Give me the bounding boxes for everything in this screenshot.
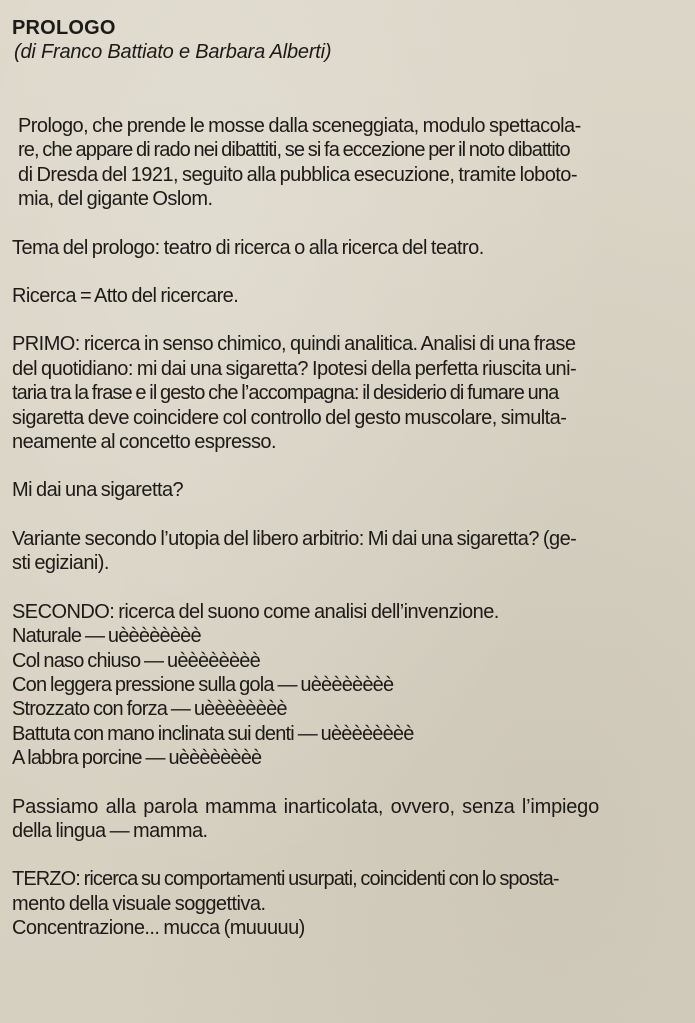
authors-subtitle: (di Franco Battiato e Barbara Alberti): [14, 41, 332, 63]
list-line: Col naso chiuso — uèèèèèèèè: [12, 649, 260, 672]
text-line: Variante secondo l’utopia del libero arbitrio: Mi dai una sigaretta? (ge-: [12, 527, 577, 550]
text-line: Prologo, che prende le mosse dalla sceneggiata, modulo spettacola-: [18, 115, 581, 137]
text-line: mento della visuale soggettiva.: [12, 892, 266, 915]
text-line: del quotidiano: mi dai una sigaretta? Ipotesi della perfetta riuscita uni-: [12, 357, 577, 380]
text-line: sti egiziani).: [12, 552, 109, 575]
text-line: mia, del gigante Oslom.: [18, 188, 213, 211]
text-line: re, che appare di rado nei dibattiti, se si fa eccezione per il noto dibattito: [18, 139, 570, 162]
text-line: sigaretta deve coincidere col controllo del gesto muscolare, simulta-: [12, 406, 567, 429]
text-line: Concentrazione... mucca (muuuuu): [12, 917, 305, 940]
text-line: SECONDO: ricerca del suono come analisi dell’invenzione.: [12, 600, 499, 623]
list-line: Naturale — uèèèèèèèè: [12, 625, 201, 648]
text-line: TERZO: ricerca su comportamenti usurpati, coincidenti con lo sposta-: [12, 868, 559, 891]
text-line: Mi dai una sigaretta?: [12, 479, 184, 502]
variante-paragraph: [12, 527, 681, 576]
text-line: Tema del prologo: teatro di ricerca o alla ricerca del teatro.: [12, 236, 484, 259]
list-line: Con leggera pressione sulla gola — uèèèèèèèè: [12, 673, 394, 696]
list-line: Battuta con mano inclinata sui denti — uèèèèèèèè: [12, 722, 414, 745]
secondo-paragraph: [12, 600, 681, 771]
primo-paragraph: [12, 332, 681, 454]
ricerca-paragraph: [12, 284, 681, 308]
text-line: della lingua — mamma.: [12, 819, 208, 842]
list-line: A labbra porcine — uèèèèèèèè: [12, 747, 262, 770]
text-line: di Dresda del 1921, seguito alla pubblica esecuzione, tramite loboto-: [18, 163, 577, 186]
text-line: Passiamo alla parola mamma inarticolata, ovvero, senza l’impiego: [12, 795, 600, 818]
sigaretta-paragraph: [12, 478, 681, 502]
intro-paragraph: [12, 114, 681, 212]
page-title: PROLOGO: [12, 17, 116, 39]
list-line: Strozzato con forza — uèèèèèèèè: [12, 698, 287, 721]
text-line: taria tra la frase e il gesto che l’accompagna: il desiderio di fumare una: [12, 382, 559, 405]
passiamo-paragraph: [12, 795, 681, 844]
text-line: neamente al concetto espresso.: [12, 431, 277, 454]
text-line: PRIMO: ricerca in senso chimico, quindi analitica. Analisi di una frase: [12, 333, 576, 356]
text-line: Ricerca = Atto del ricercare.: [12, 285, 239, 308]
tema-paragraph: [12, 236, 681, 260]
terzo-paragraph: [12, 867, 681, 940]
